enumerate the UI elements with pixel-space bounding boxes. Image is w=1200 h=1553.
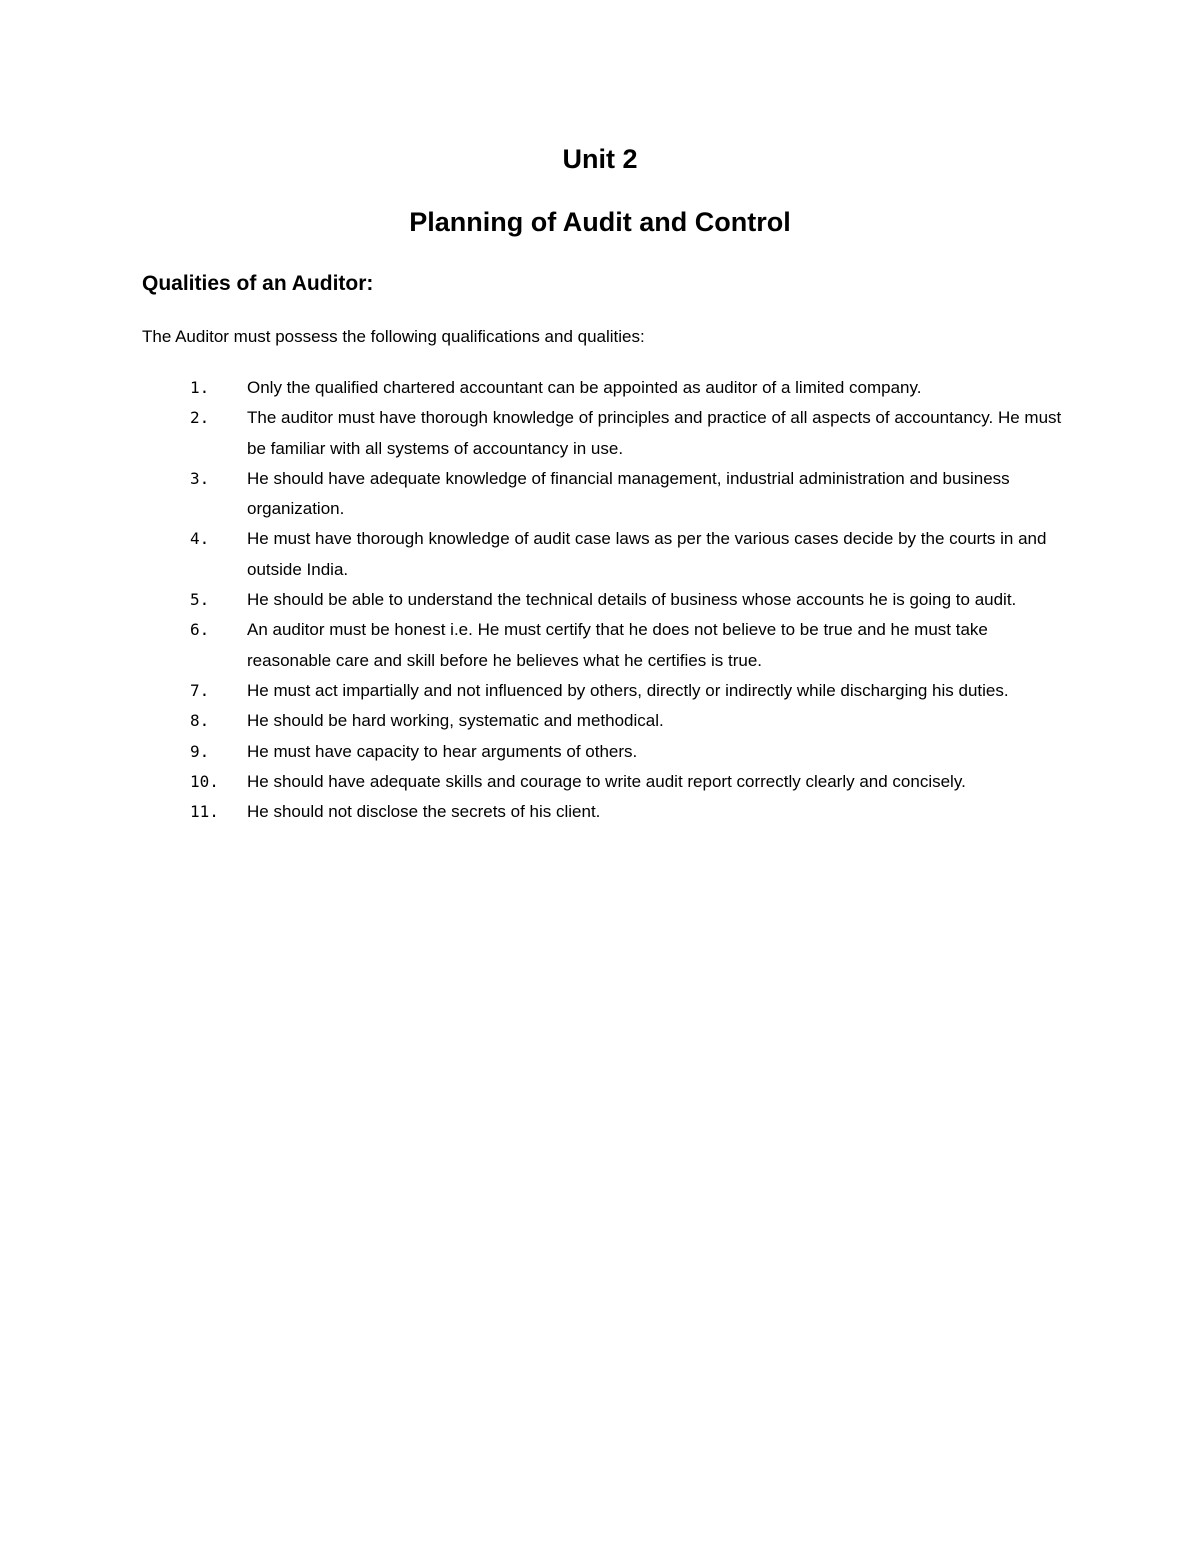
list-item <box>0 676 1067 706</box>
item-text: He should be able to understand the technical details of business whose accounts he is going to audit. <box>247 590 1017 610</box>
list-item <box>0 464 1067 525</box>
list-item <box>0 767 1067 797</box>
item-text: He must act impartially and not influenced by others, directly or indirectly while discharging his duties. <box>247 680 1009 700</box>
item-number: 5. <box>190 590 210 610</box>
list-item <box>0 706 1067 736</box>
item-text: The auditor must have thorough knowledge of principles and practice of all aspects of accountancy. He must be familiar with all systems of accountancy in use. <box>247 408 1062 458</box>
item-number: 8. <box>190 711 210 731</box>
intro-paragraph: The Auditor must possess the following qualifications and qualities: <box>142 327 645 346</box>
item-text: An auditor must be honest i.e. He must certify that he does not believe to be true and he must take reasonable care and skill before he believes what he certifies is true. <box>247 620 988 670</box>
item-number: 4. <box>190 529 210 549</box>
item-text: He must have thorough knowledge of audit case laws as per the various cases decide by the courts in and outside India. <box>247 529 1047 579</box>
item-number: 2. <box>190 408 210 428</box>
section-heading: Qualities of an Auditor: <box>142 272 374 295</box>
item-number: 6. <box>190 620 210 640</box>
list-item <box>0 615 1067 676</box>
item-number: 9. <box>190 741 210 761</box>
list-item <box>0 585 1067 615</box>
item-number: 11. <box>190 802 219 822</box>
item-text: He should have adequate skills and courage to write audit report correctly clearly and concisely. <box>247 771 966 791</box>
item-number: 10. <box>190 771 219 791</box>
item-number: 7. <box>190 680 210 700</box>
list-item <box>0 373 1067 403</box>
item-text: He should be hard working, systematic and methodical. <box>247 711 664 731</box>
list-item <box>0 797 1067 827</box>
item-text: He should not disclose the secrets of his client. <box>247 802 601 822</box>
qualities-list <box>0 373 1200 827</box>
item-text: He must have capacity to hear arguments of others. <box>247 741 638 761</box>
list-item <box>0 737 1067 767</box>
item-number: 3. <box>190 468 210 488</box>
list-item <box>0 524 1067 585</box>
unit-title: Unit 2 <box>562 144 638 174</box>
item-text: Only the qualified chartered accountant can be appointed as auditor of a limited company. <box>247 378 922 397</box>
item-number: 1. <box>190 378 210 397</box>
item-text: He should have adequate knowledge of financial management, industrial administration and business organization. <box>247 468 1010 519</box>
list-item <box>0 403 1067 464</box>
document-title: Planning of Audit and Control <box>409 207 791 237</box>
